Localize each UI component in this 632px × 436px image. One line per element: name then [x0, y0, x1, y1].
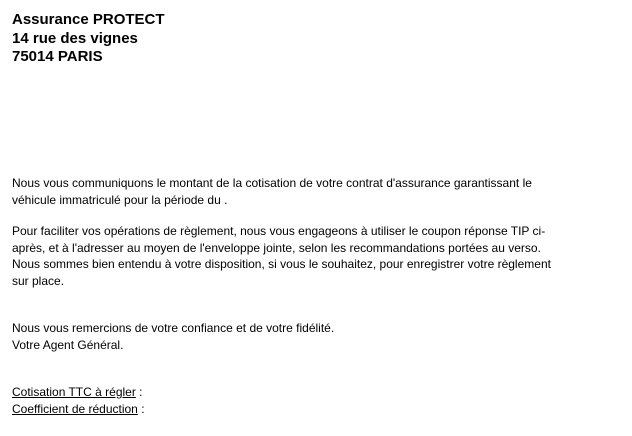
paragraph-line: Nous vous communiquons le montant de la cotisation de votre contrat d'assurance garantissant le [12, 176, 532, 190]
cotisation-field [12, 384, 612, 401]
field-separator: : [137, 401, 145, 416]
paragraph-contribution-notice [12, 175, 612, 208]
coefficient-label: Coefficient de réduction [12, 401, 138, 416]
sender-company: Assurance PROTECT [12, 11, 165, 28]
coefficient-field [12, 401, 612, 418]
paragraph-line: Nous sommes bien entendu à votre disposition, si vous le souhaitez, pour enregistrer votre règlement [12, 257, 551, 271]
paragraph-payment-instructions [12, 223, 612, 289]
cotisation-label: Cotisation TTC à régler [12, 385, 136, 399]
paragraph-line: Pour faciliter vos opérations de règlement, nous vous engageons à utiliser le coupon réponse TIP ci- [12, 224, 546, 238]
closing-thanks: Nous vous remercions de votre confiance et de votre fidélité. [12, 321, 335, 335]
amount-fields [12, 384, 612, 417]
field-separator: : [135, 385, 143, 399]
closing-signature: Votre Agent Général. [12, 337, 124, 352]
closing-block [12, 320, 612, 353]
paragraph-line: véhicule immatriculé pour la période du . [12, 192, 228, 207]
paragraph-line: après, et à l'adresser au moyen de l'enveloppe jointe, selon les recommandations portées au verso. [12, 240, 541, 255]
paragraph-line: sur place. [12, 273, 65, 288]
sender-street: 14 rue des vignes [12, 29, 138, 47]
sender-city: 75014 PARIS [12, 48, 103, 65]
sender-address-block [12, 11, 165, 67]
letter-body [12, 175, 612, 417]
